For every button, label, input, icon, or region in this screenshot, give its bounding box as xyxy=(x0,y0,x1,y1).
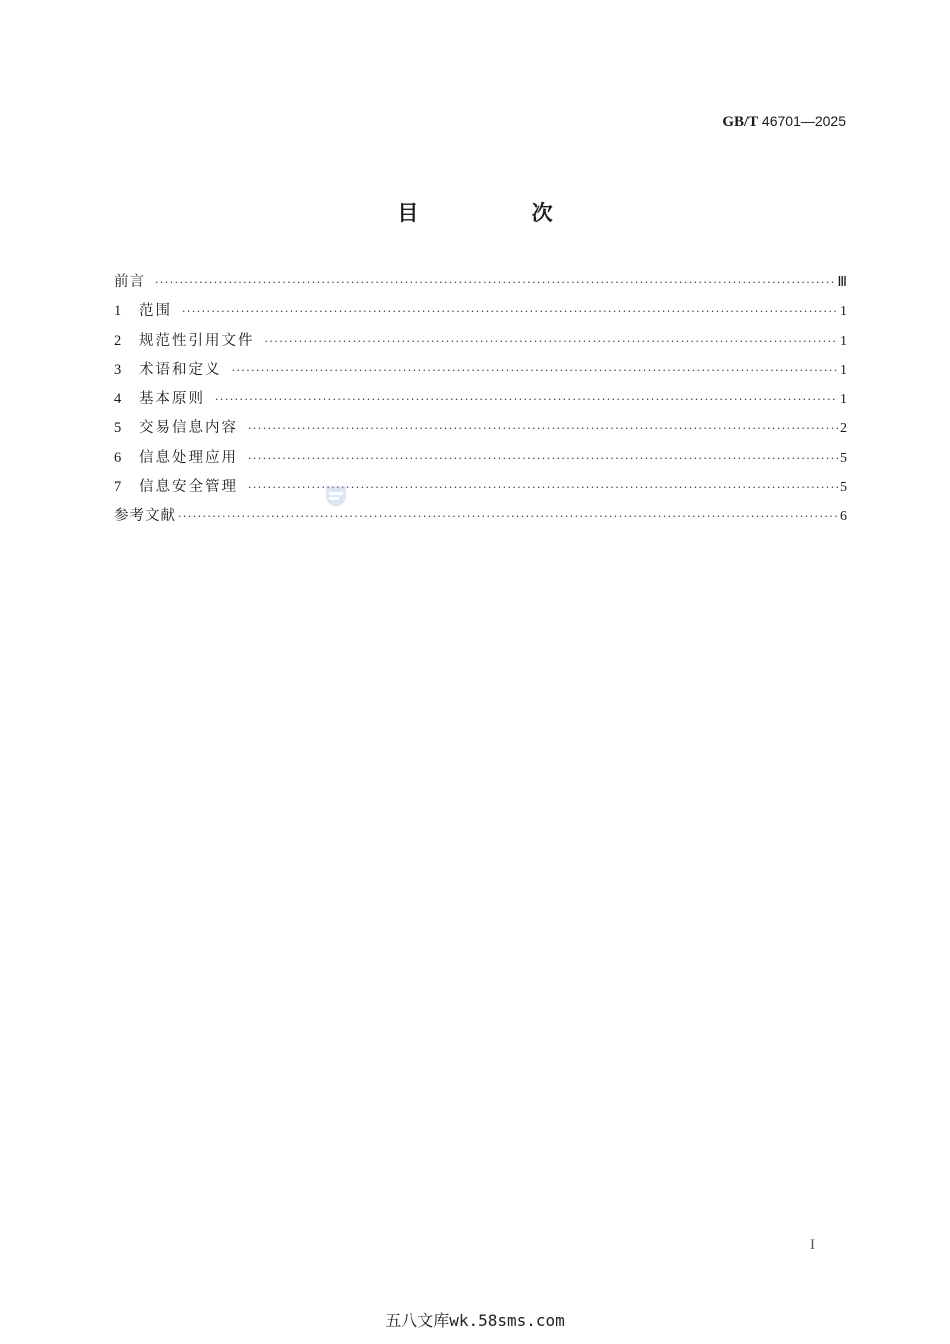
standard-prefix: GB/T xyxy=(722,114,759,130)
toc-entry-number: 5 xyxy=(114,420,122,437)
toc-entry-page: 1 xyxy=(840,333,847,349)
toc-entry-4[interactable] xyxy=(114,387,847,416)
standard-number: 46701—2025 xyxy=(761,113,846,129)
toc-leader-dots xyxy=(178,510,838,523)
toc-entry-page: 1 xyxy=(840,392,847,408)
toc-entry-label: 术语和定义 xyxy=(139,361,222,378)
shield-logo-icon xyxy=(324,484,348,508)
toc-entry-label: 信息安全管理 xyxy=(139,479,238,496)
toc-entry-page: 5 xyxy=(840,480,847,496)
toc-leader-dots xyxy=(182,305,838,318)
toc-entry-3[interactable] xyxy=(114,358,847,387)
toc-entry-7[interactable] xyxy=(114,475,847,504)
toc-leader-dots xyxy=(232,364,839,377)
toc-entry-number: 1 xyxy=(114,303,122,320)
toc-entry-label: 参考文献 xyxy=(114,508,176,525)
toc-entry-number: 2 xyxy=(114,332,122,349)
standard-code xyxy=(722,113,846,131)
toc-entry-5[interactable] xyxy=(114,416,847,445)
toc-entry-foreword[interactable] xyxy=(114,270,847,299)
footer-site-text: 五八文库wk.58sms.com xyxy=(385,1311,565,1330)
toc-entry-label: 交易信息内容 xyxy=(139,420,238,437)
toc-leader-dots xyxy=(155,276,835,289)
toc-entry-number: 4 xyxy=(114,391,122,408)
toc-entry-label: 范围 xyxy=(139,303,172,320)
toc-entry-number: 6 xyxy=(114,449,122,466)
toc-entry-1[interactable] xyxy=(114,299,847,328)
toc-leader-dots xyxy=(248,452,838,465)
toc-leader-dots xyxy=(265,335,839,348)
toc-entry-6[interactable] xyxy=(114,446,847,475)
toc-entry-bibliography[interactable] xyxy=(114,504,847,533)
toc-entry-page: 6 xyxy=(840,509,847,525)
toc-entry-number: 7 xyxy=(114,479,122,496)
toc-entry-page: Ⅲ xyxy=(837,275,847,290)
toc-entry-label: 前言 xyxy=(114,274,145,290)
toc-entry-2[interactable] xyxy=(114,329,847,358)
toc-leader-dots xyxy=(248,422,838,435)
toc-entry-page: 1 xyxy=(840,362,847,378)
toc-entry-page: 2 xyxy=(840,421,847,437)
page-number: I xyxy=(810,1237,815,1253)
toc-entry-page: 5 xyxy=(840,450,847,466)
toc-entry-label: 信息处理应用 xyxy=(139,449,238,466)
table-of-contents xyxy=(114,270,847,534)
toc-entry-number: 3 xyxy=(114,361,122,378)
toc-entry-label: 基本原则 xyxy=(139,391,205,408)
toc-entry-label: 规范性引用文件 xyxy=(139,332,255,349)
toc-entry-page: 1 xyxy=(840,304,847,320)
toc-leader-dots xyxy=(215,393,838,406)
page-title: 目 次 xyxy=(397,201,606,225)
